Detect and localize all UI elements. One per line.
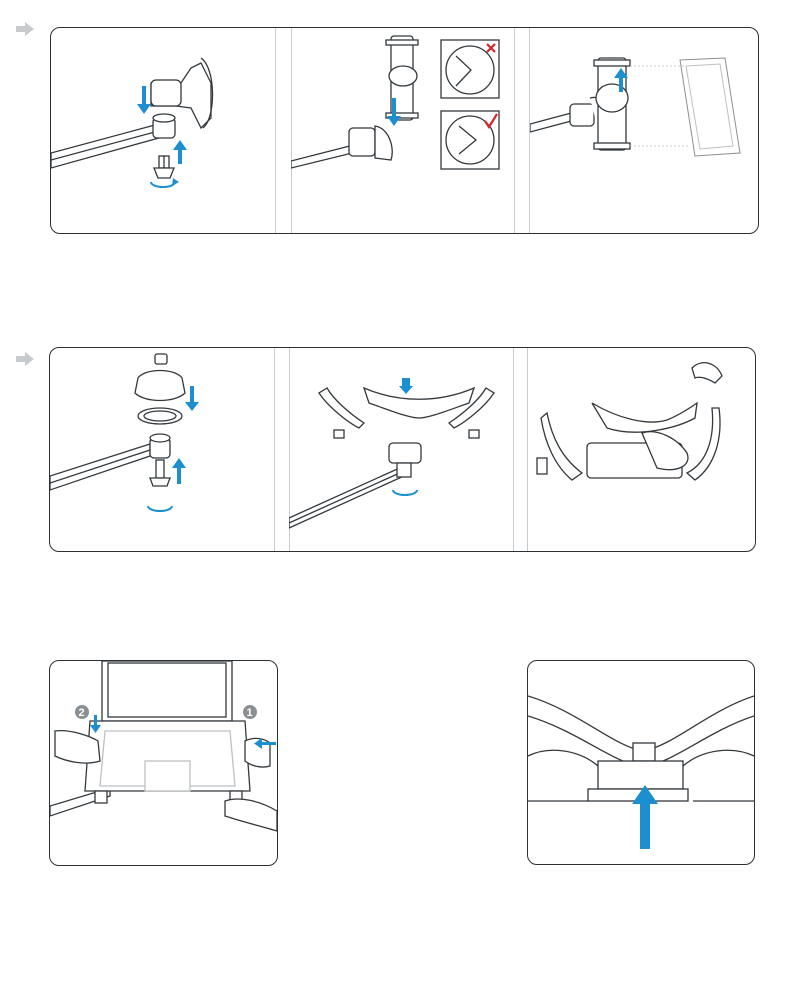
step2-panel — [49, 347, 756, 552]
tablet-insertion-illustration — [530, 28, 758, 233]
tray-arm-adjust-illustration — [527, 348, 755, 551]
laptop-placement-illustration — [50, 661, 277, 865]
clamp-screw-illustration — [51, 28, 276, 233]
rotate-arrow-icon — [151, 182, 175, 187]
rotate-arrow-icon — [393, 490, 417, 495]
tray-attach-illustration — [289, 348, 514, 551]
step-arrow-icon — [16, 22, 34, 36]
step-badge-1-label: 1 — [246, 707, 253, 719]
holder-orientation-illustration — [291, 28, 516, 233]
step1-panel — [50, 27, 759, 234]
tray-latch-illustration — [528, 661, 754, 864]
tray-latch-panel — [527, 660, 755, 865]
rotate-arrow-icon — [148, 506, 172, 511]
ring-mount-illustration — [50, 348, 275, 551]
laptop-placement-panel — [49, 660, 278, 866]
step-arrow-icon — [16, 352, 34, 366]
step-badge-2-label: 2 — [78, 707, 85, 719]
